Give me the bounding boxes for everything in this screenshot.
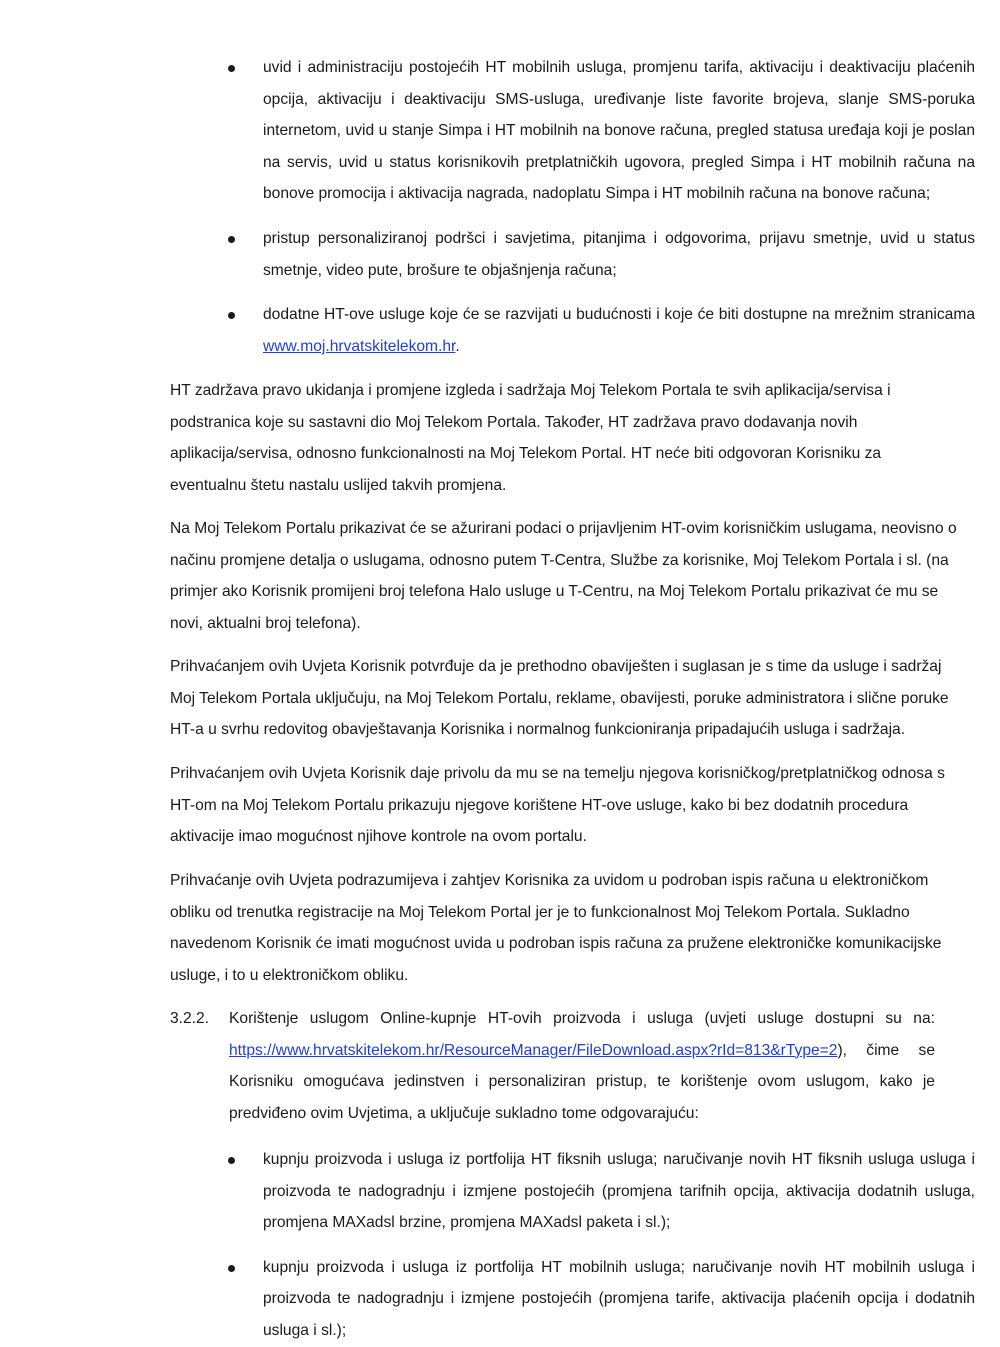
bullet-text: uvid i administraciju postojećih HT mobilnih usluga, promjenu tarifa, aktivaciju i deaktivaciju plaćenih opcija, aktivaciju i deaktivaciju SMS-usluga, uređivanje liste favorite brojeva, slanje SMS-poruka internetom, uvid u stanje Simpa i HT mobilnih na bonove računa, pregled statusa uređaja koji je poslan na servis, uvid u status korisnikovih pretplatničkih ugovora, pregled Simpa i HT mobilnih računa na bonove promocija i aktivacija nagrada, nadoplatu Simpa i HT mobilnih računa na bonove računa; <box>263 59 975 203</box>
online-purchase-terms-link[interactable]: https://www.hrvatskitelekom.hr/ResourceManager/FileDownload.aspx?rId=813&rType=2 <box>229 1041 838 1059</box>
bullet-icon <box>228 1265 235 1272</box>
paragraph-notifications: Prihvaćanjem ovih Uvjeta Korisnik potvrđuje da je prethodno obaviješten i suglasan je s time da usluge i sadržaj Moj Telekom Portala uključuju, na Moj Telekom Portalu, reklame, obavijesti, poruke administratora i slične poruke HT-a u svrhu redovitog obavještavanja Korisnika i normalnog funkcioniranja pripadajućih usluga i sadržaja. <box>170 658 949 739</box>
bullet-icon <box>228 312 235 319</box>
section-3-2-2 <box>170 1003 935 1129</box>
list-item <box>228 1252 975 1347</box>
portal-link[interactable]: www.moj.hrvatskitelekom.hr <box>263 337 456 355</box>
bullet-text: kupnju proizvoda i usluga iz portfolija HT fiksnih usluga; naručivanje novih HT fiksnih usluga usluga i proizvoda te nadogradnju i izmjene postojećih (promjena tarifnih opcija, aktivacija dodatnih usluga, promjena MAXadsl brzine, promjena MAXadsl paketa i sl.); <box>263 1151 975 1232</box>
section-text <box>229 1003 935 1129</box>
list-item <box>228 223 975 286</box>
list-item <box>228 52 975 210</box>
section-number: 3.2.2. <box>170 1010 210 1027</box>
bullet-icon <box>228 1157 235 1164</box>
bullet-text: dodatne HT-ove usluge koje će se razvijati u budućnosti i koje će biti dostupne na mrežnim stranicama <box>263 306 975 324</box>
paragraph-consent: Prihvaćanjem ovih Uvjeta Korisnik daje privolu da mu se na temelju njegova korisničkog/pretplatničkog odnosa s HT-om na Moj Telekom Portalu prikazuju njegove korištene HT-ove usluge, kako bi bez dodatnih procedura aktivacije imao mogućnost njihove kontrole na ovom portalu. <box>170 765 945 846</box>
list-item <box>228 1144 975 1239</box>
bullet-text: kupnju proizvoda i usluga iz portfolija HT mobilnih usluga; naručivanje novih HT mobilnih usluga i proizvoda te nadogradnju i izmjene postojećih (promjena tarife, aktivacija plaćenih opcija i dodatnih usluga i sl.); <box>263 1258 975 1339</box>
bullet-icon <box>228 65 235 72</box>
paragraph-billing: Prihvaćanje ovih Uvjeta podrazumijeva i zahtjev Korisnika za uvidom u podroban ispis računa u elektroničkom obliku od trenutka registracije na Moj Telekom Portal jer je to funkcionalnost Moj Telekom Portala. Sukladno navedenom Korisnik će imati mogućnost uvida u podroban ispis računa za pružene elektroničke komunikacijske usluge, i to u elektroničkom obliku. <box>170 872 942 984</box>
paragraph-changes: HT zadržava pravo ukidanja i promjene izgleda i sadržaja Moj Telekom Portala te svih aplikacija/servisa i podstranica koje su sastavni dio Moj Telekom Portala. Također, HT zadržava pravo dodavanja novih aplikacija/servisa, odnosno funkcionalnosti na Moj Telekom Portal. HT neće biti odgovoran Korisniku za eventualnu štetu nastalu uslijed takvih promjena. <box>170 382 891 494</box>
purchase-bullet-list <box>228 1144 975 1347</box>
paragraph-updated-data: Na Moj Telekom Portalu prikazivat će se ažurirani podaci o prijavljenim HT-ovim korisničkim uslugama, neovisno o načinu promjene detalja o uslugama, odnosno putem T-Centra, Službe za korisnike, Moj Telekom Portala i sl. (na primjer ako Korisnik promijeni broj telefona Halo usluge u T-Centru, na Moj Telekom Portalu prikazivat će mu se novi, aktualni broj telefona). <box>170 520 957 632</box>
bullet-end: . <box>455 337 460 355</box>
bullet-icon <box>228 236 235 243</box>
list-item <box>228 299 975 362</box>
section-lead: Korištenje uslugom Online-kupnje HT-ovih proizvoda i usluga (uvjeti usluge dostupni su na: <box>229 1010 935 1027</box>
services-bullet-list <box>228 52 975 362</box>
section-after-link: ), čime se Korisniku omogućava jedinstven i personaliziran pristup, te korištenje ovom uslugom, kako je predviđeno ovim Uvjetima, a uključuje sukladno tome odgovarajuću: <box>229 1041 935 1122</box>
bullet-text: pristup personaliziranoj podršci i savjetima, pitanjima i odgovorima, prijavu smetnje, uvid u status smetnje, video pute, brošure te objašnjenja računa; <box>263 229 975 279</box>
